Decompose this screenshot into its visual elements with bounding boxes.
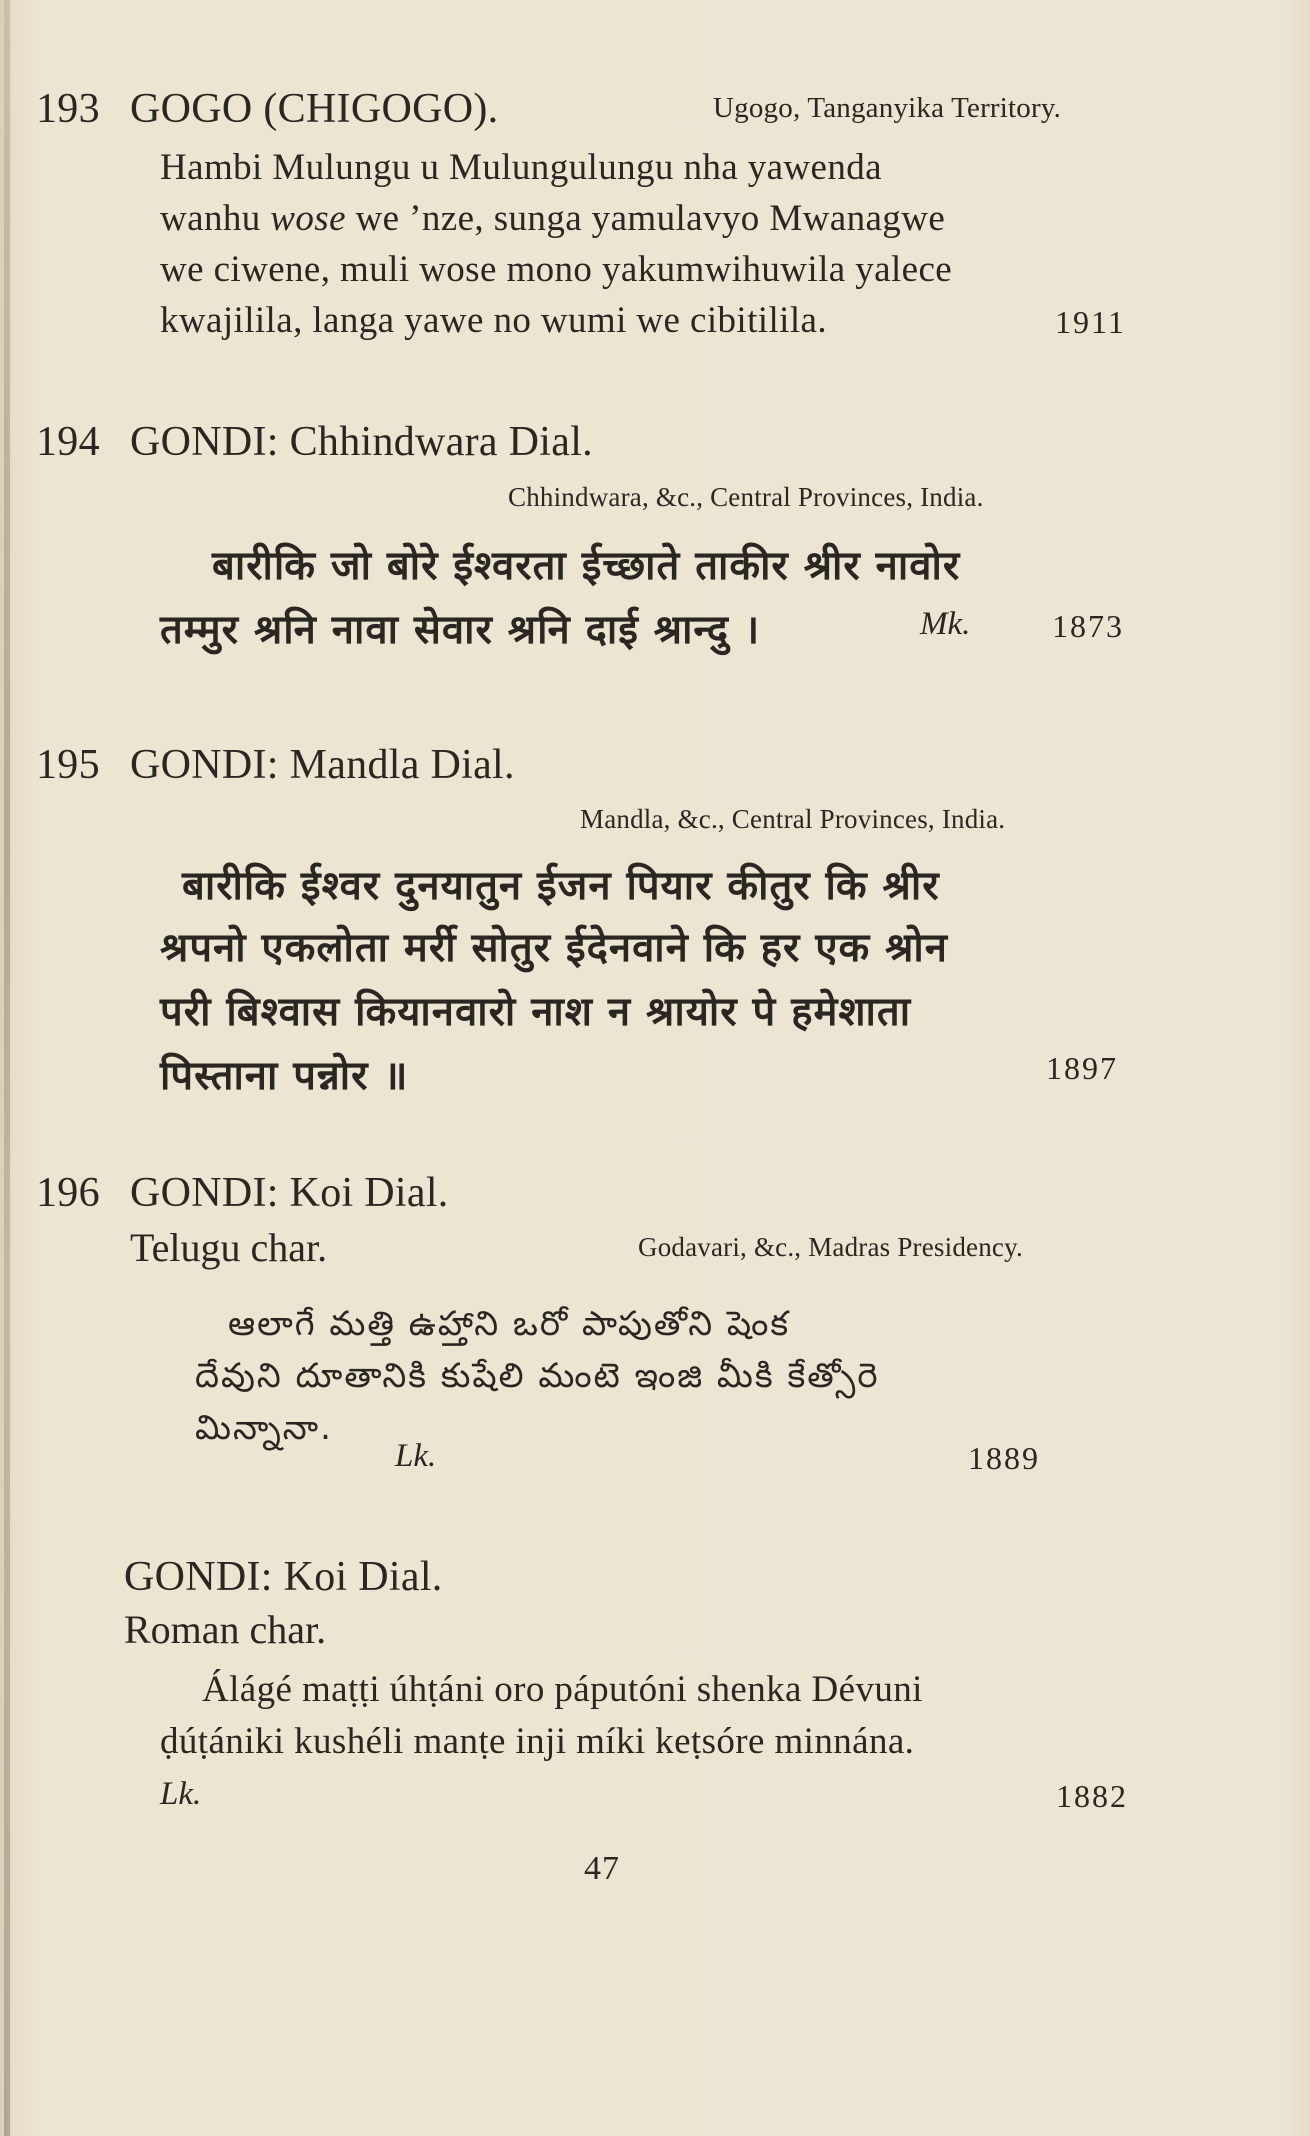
text-line: श्रपनो एकलोता मर्री सोतुर ईदेनवाने कि हर एक श्रोन: [160, 925, 948, 971]
text-line: we ciwene, muli wose mono yakumwihuwila yalece: [160, 249, 953, 290]
entry-193-text: [160, 142, 945, 244]
entry-koi-roman-year: 1882: [1056, 1778, 1128, 1814]
text-line: बारीकि जो बोरे ईश्वरता ईच्छाते ताकीर श्रीर नावोर: [212, 543, 961, 589]
entry-196-location: Godavari, &c., Madras Presidency.: [638, 1232, 1023, 1262]
entry-number: 193: [36, 86, 100, 132]
text-line: మిన్నానా.: [195, 1408, 333, 1448]
text-line: तम्मुर श्रनि नावा सेवार श्रनि दाई श्रान्दु ।: [160, 607, 761, 653]
entry-196-telugu: [228, 1298, 790, 1350]
entry-196-source: Lk.: [395, 1438, 437, 1474]
page-number: 47: [584, 1850, 620, 1887]
text-line: बारीकि ईश्वर दुनयातुन ईजन पियार कीतुर कि श्रीर: [182, 863, 940, 909]
entry-koi-roman-header: GONDI: Koi Dial.: [124, 1554, 443, 1600]
entry-196-telugu-2: [195, 1350, 880, 1454]
entry-195-year: 1897: [1046, 1050, 1118, 1086]
entry-196-year: 1889: [968, 1440, 1040, 1476]
entry-193-year: 1911: [1055, 304, 1126, 340]
entry-196-header: 196 GONDI: Koi Dial.: [36, 1170, 449, 1216]
entry-koi-roman-text: [202, 1664, 923, 1715]
entry-195-devanagari: [182, 854, 940, 918]
text-line: దేవుని దూతానికి కుషేలి మంటె ఇంజి మీకి కేత్సోరె: [195, 1356, 880, 1396]
entry-194-location: Chhindwara, &c., Central Provinces, India.: [508, 482, 984, 512]
entry-koi-roman-script: Roman char.: [124, 1607, 327, 1652]
entry-196-script: Telugu char.: [130, 1225, 328, 1270]
entry-194-source: Mk.: [920, 606, 971, 642]
text-line: Hambi Mulungu u Mulungulungu nha yawenda: [160, 147, 882, 188]
entry-195-location: Mandla, &c., Central Provinces, India.: [580, 804, 1006, 834]
spine-shadow: [4, 0, 10, 2136]
text-line: kwajilila, langa yawe no wumi we cibitilila.: [160, 300, 827, 341]
text-line: ఆలాగే మత్తి ఉహ్తాని ఒరో పాపుతోని షెంక: [228, 1304, 791, 1344]
text-line: wanhu wose we ’nze, sunga yamulavyo Mwanagwe: [160, 198, 946, 239]
entry-194-year: 1873: [1052, 608, 1124, 644]
text-line: पिस्ताना पन्नोर ॥: [160, 1053, 409, 1099]
entry-language: GOGO (CHIGOGO).: [130, 86, 499, 132]
entry-193-header: [36, 88, 498, 130]
text-line: परी बिश्वास कियानवारो नाश न श्रायोर पे हमेशाता: [160, 989, 912, 1035]
entry-194-devanagari-2: [160, 598, 760, 662]
entry-koi-roman-text-2: [160, 1716, 914, 1767]
entry-koi-roman-source: Lk.: [160, 1776, 202, 1812]
entry-195-header: 195 GONDI: Mandla Dial.: [36, 742, 515, 788]
text-line: ḍúṭániki kushéli manṭe inji míki keṭsóre minnána.: [160, 1721, 915, 1762]
entry-195-devanagari-2: [160, 916, 948, 1108]
text-line: Álágé maṭṭi úhṭáni oro páputóni shenka Dévuni: [202, 1669, 923, 1710]
entry-194-header: 194 GONDI: Chhindwara Dial.: [36, 419, 593, 465]
entry-193-text-cont: [160, 244, 952, 346]
entry-193-location: Ugogo, Tanganyika Territory.: [713, 92, 1062, 124]
entry-194-devanagari: [212, 534, 960, 598]
